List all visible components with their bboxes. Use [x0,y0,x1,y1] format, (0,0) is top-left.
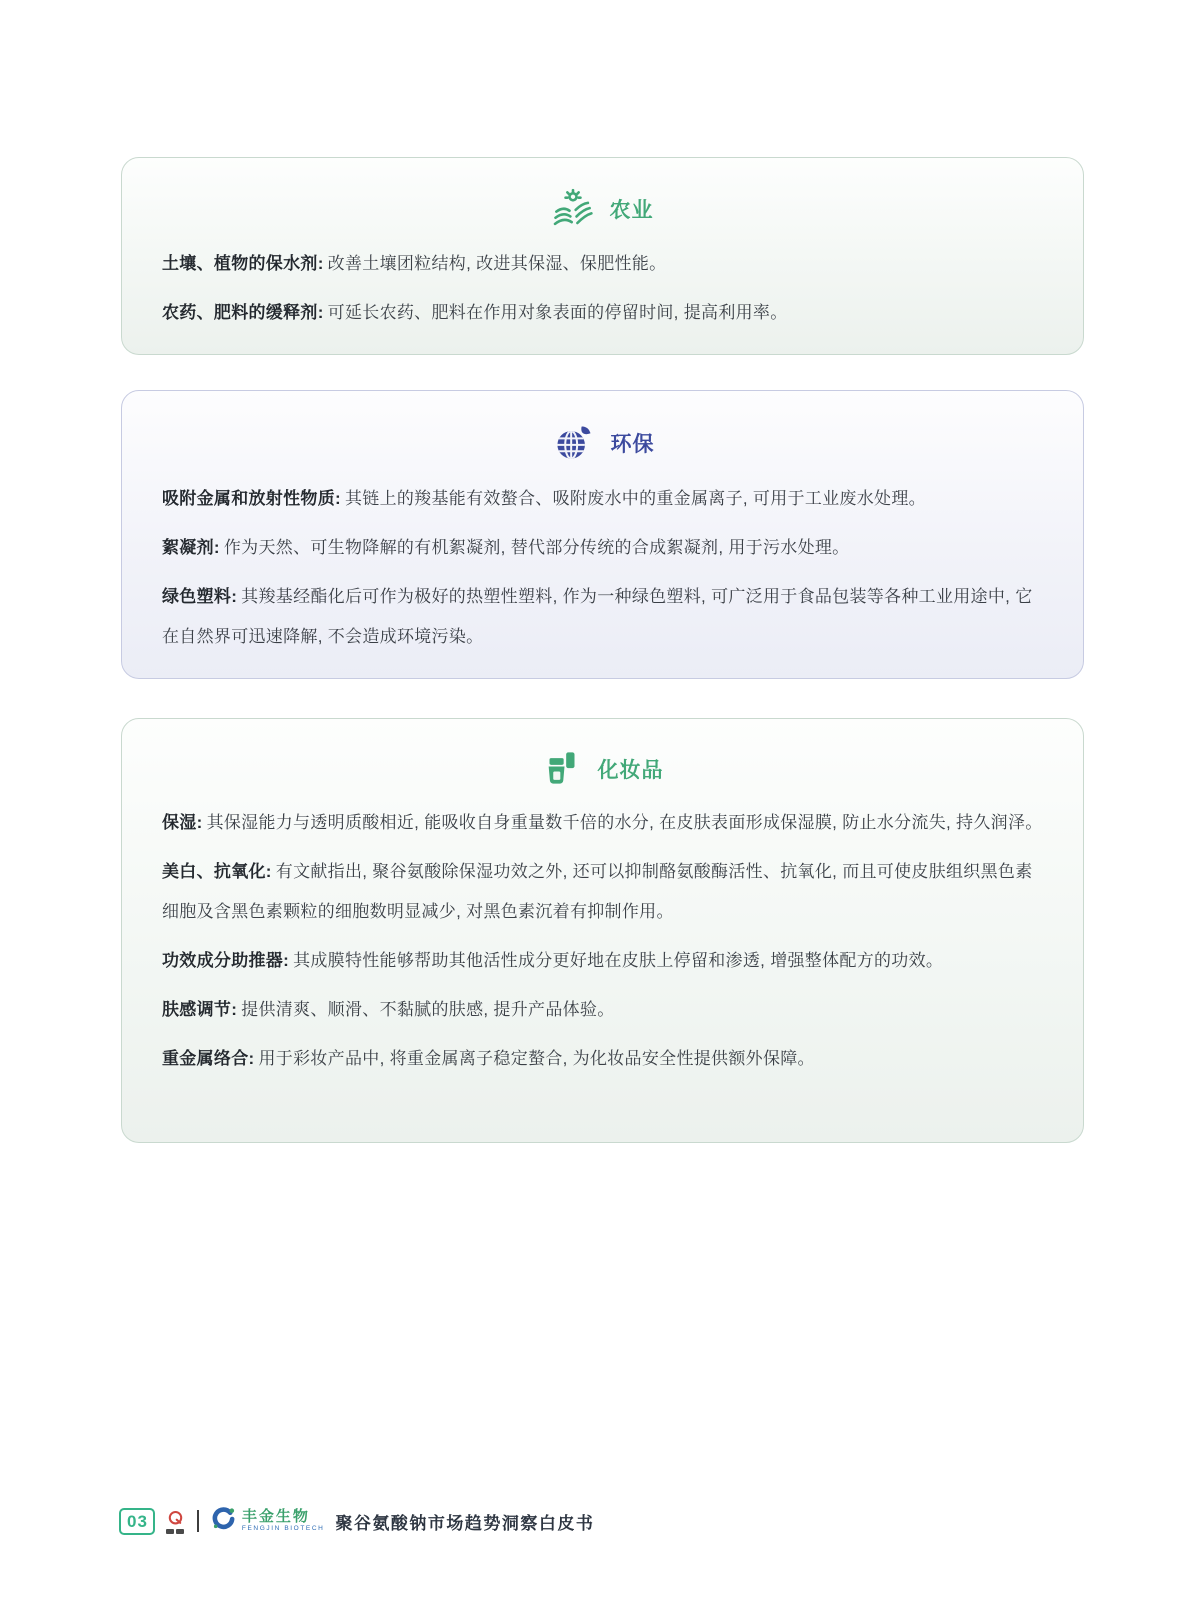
item-text: 用于彩妆产品中, 将重金属离子稳定螯合, 为化妆品安全性提供额外保障。 [258,1049,815,1068]
item-text: 其羧基经酯化后可作为极好的热塑性塑料, 作为一种绿色塑料, 可广泛用于食品包装等各种工业用途中, 它在自然界可迅速降解, 不会造成环境污染。 [162,587,1033,646]
card-item [162,1039,1043,1079]
card-item [162,852,1043,932]
card-item [162,479,1043,519]
footer-divider [197,1510,199,1532]
item-label: 美白、抗氧化: [162,862,272,881]
brand-swoosh-icon [211,1506,236,1536]
item-label: 绿色塑料: [162,587,238,606]
page-footer [119,1503,594,1539]
item-text: 其保湿能力与透明质酸相近, 能吸收自身重量数千倍的水分, 在皮肤表面形成保湿膜, 防止水分流失, 持久润泽。 [206,813,1043,832]
item-text: 可延长农药、肥料在作用对象表面的停留时间, 提高利用率。 [327,303,788,322]
card-cosmetics [121,718,1084,1143]
brand-logo-lockup [211,1506,325,1536]
item-label: 保湿: [162,813,203,832]
item-label: 吸附金属和放射性物质: [162,489,341,508]
card-environment-header [162,421,1043,465]
item-label: 农药、肥料的缓释剂: [162,303,324,322]
card-cosmetics-header [162,749,1043,789]
card-title: 环保 [610,433,655,456]
item-label: 功效成分助推器: [162,951,290,970]
card-agriculture-header [162,188,1043,230]
card-agriculture [121,157,1084,355]
card-item [162,803,1043,843]
card-item [162,528,1043,568]
item-text: 提供清爽、顺滑、不黏腻的肤感, 提升产品体验。 [241,1000,615,1019]
item-label: 絮凝剂: [162,538,220,557]
brand-subtitle: FENGJIN BIOTECH [241,1525,325,1533]
card-environment [121,390,1084,679]
field-sun-icon [552,188,594,230]
card-item [162,577,1043,657]
item-text: 作为天然、可生物降解的有机絮凝剂, 替代部分传统的合成絮凝剂, 用于污水处理。 [223,538,850,557]
red-q-logo [166,1509,185,1534]
card-item [162,941,1043,981]
item-label: 重金属络合: [162,1049,255,1068]
item-text: 有文献指出, 聚谷氨酸除保湿功效之外, 还可以抑制酪氨酸酶活性、抗氧化, 而且可使皮肤组织黑色素细胞及含黑色素颗粒的细胞数明显减少, 对黑色素沉着有抑制作用。 [162,862,1033,921]
item-label: 土壤、植物的保水剂: [162,254,324,273]
globe-leaf-icon [551,421,595,465]
brand-name: 丰金生物 [241,1508,310,1526]
item-text: 其链上的羧基能有效螯合、吸附废水中的重金属离子, 可用于工业废水处理。 [344,489,926,508]
page-number: 03 [119,1508,155,1535]
card-title: 化妆品 [597,759,664,782]
item-label: 肤感调节: [162,1000,238,1019]
card-title: 农业 [609,199,654,222]
card-item [162,990,1043,1030]
document-title: 聚谷氨酸钠市场趋势洞察白皮书 [335,1513,595,1533]
red-q-logo-caption [166,1529,184,1534]
cosmetics-bottles-icon [542,749,582,789]
card-item [162,244,1043,284]
item-text: 改善土壤团粒结构, 改进其保湿、保肥性能。 [327,254,667,273]
item-text: 其成膜特性能够帮助其他活性成分更好地在皮肤上停留和渗透, 增强整体配方的功效。 [293,951,944,970]
card-item [162,293,1043,333]
